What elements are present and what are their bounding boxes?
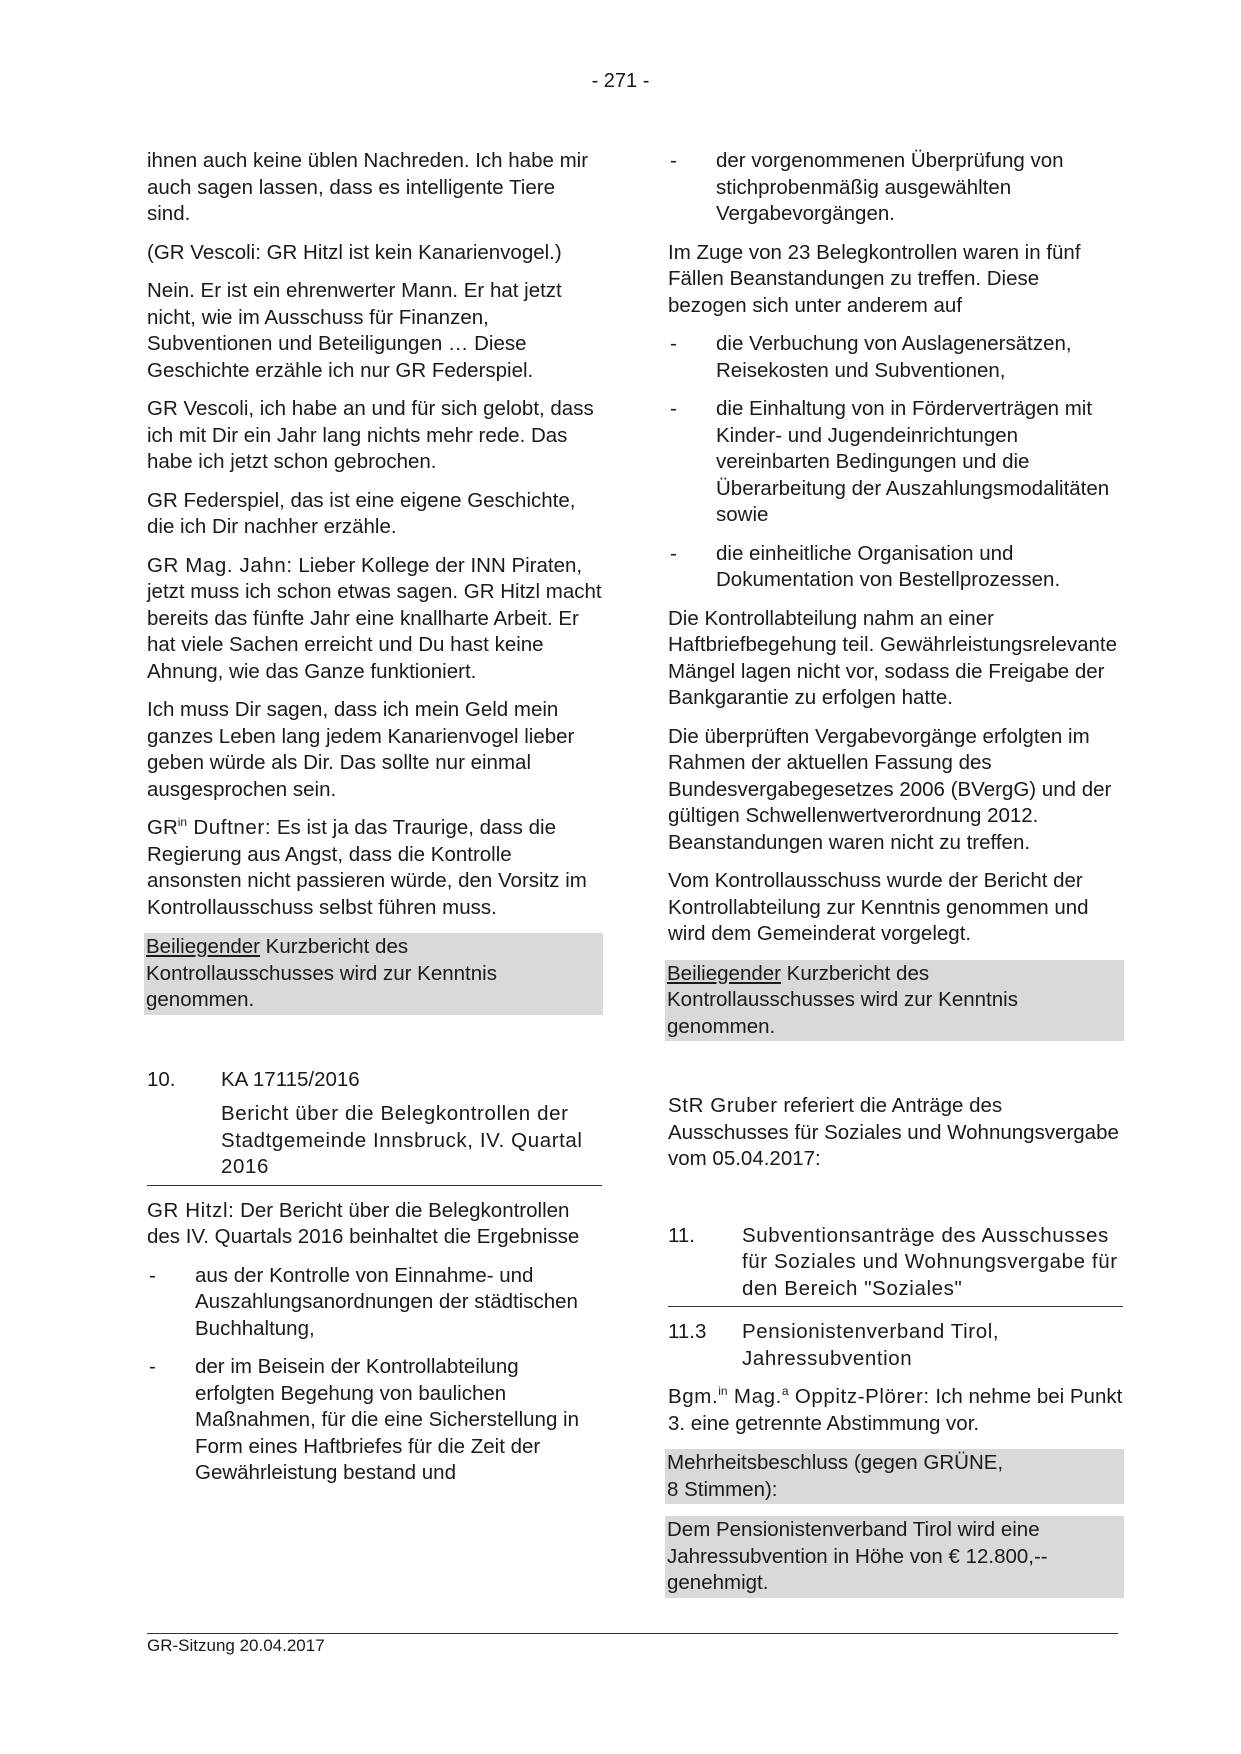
paragraph: GR Vescoli, ich habe an und für sich gelobt, dass ich mit Dir ein Jahr lang nichts mehr rede. Das habe ich jetzt schon gebrochen. bbox=[147, 397, 594, 473]
speaker-title: GR bbox=[147, 816, 178, 839]
resolution-box bbox=[144, 933, 603, 1015]
list-item-text: die Verbuchung von Auslagenersätzen, Reisekosten und Subventionen, bbox=[716, 332, 1072, 382]
paragraph: Vom Kontrollausschuss wurde der Bericht der Kontrollabteilung zur Kenntnis genommen und wird dem Gemeinderat vorgelegt. bbox=[668, 869, 1089, 945]
list-item bbox=[668, 148, 1123, 228]
list-item bbox=[668, 396, 1123, 529]
resolution-text: Kurzbericht des Kontrollausschusses wird zur Kenntnis genommen. bbox=[667, 961, 1018, 1038]
list-item-text: aus der Kontrolle von Einnahme- und Auszahlungsanordnungen der städtischen Buchhaltung, bbox=[195, 1263, 578, 1340]
left-column bbox=[147, 148, 602, 1499]
paragraph: Die überprüften Vergabevorgänge erfolgten im Rahmen der aktuellen Fassung des Bundesvergabegesetzes 2006 (BVergG) und der gültigen Schwellenwertverordnung 2012. Beanstandungen waren nicht zu treffen. bbox=[668, 724, 1112, 854]
paragraph: Im Zuge von 23 Belegkontrollen waren in fünf Fällen Beanstandungen zu treffen. Diese bezogen sich unter anderem auf bbox=[668, 240, 1081, 317]
agenda-item-code: KA 17115/2016 bbox=[221, 1067, 360, 1091]
paragraph: ihnen auch keine üblen Nachreden. Ich habe mir auch sagen lassen, dass es intelligente Tiere sind. bbox=[147, 149, 589, 225]
paragraph: Ich muss Dir sagen, dass ich mein Geld mein ganzes Leben lang jedem Kanarienvogel lieber geben würde als Dir. Das sollte nur einmal ausgesprochen sein. bbox=[147, 698, 575, 801]
agenda-item-10 bbox=[147, 1067, 602, 1186]
footer-divider bbox=[147, 1633, 1118, 1634]
agenda-item-number: 10. bbox=[147, 1067, 176, 1091]
superscript: in bbox=[718, 1384, 728, 1398]
list-dash: - bbox=[670, 541, 677, 565]
list-dash: - bbox=[670, 397, 677, 420]
resolution-text: Kurzbericht des Kontrollausschusses wird zur Kenntnis genommen. bbox=[146, 935, 497, 1011]
underlined-word: Beiliegender bbox=[667, 961, 781, 985]
vote-result-line: 8 Stimmen): bbox=[667, 1477, 778, 1501]
resolution-box bbox=[665, 960, 1124, 1042]
speaker-name: GR Mag. Jahn: bbox=[147, 553, 293, 577]
paragraph bbox=[147, 553, 602, 686]
speaker-name: Oppitz-Plörer: bbox=[788, 1385, 930, 1408]
speech-text: Der Bericht über die Belegkontrollen des IV. Quartals 2016 beinhaltet die Ergebnisse bbox=[147, 1198, 580, 1248]
vote-result-box bbox=[665, 1449, 1124, 1504]
list-item bbox=[668, 541, 1123, 594]
footer-session-date: GR-Sitzung 20.04.2017 bbox=[147, 1636, 325, 1655]
page-number: - 271 - bbox=[591, 70, 650, 92]
speaker-title: Bgm. bbox=[668, 1385, 719, 1408]
paragraph: Nein. Er ist ein ehrenwerter Mann. Er hat jetzt nicht, wie im Ausschuss für Finanzen, Subventionen und Beteiligungen … Diese Geschichte erzähle ich nur GR Federspiel. bbox=[147, 279, 562, 382]
paragraph bbox=[147, 1198, 602, 1251]
speaker-title: Mag. bbox=[727, 1385, 782, 1408]
list-item-text: der vorgenommenen Überprüfung von stichprobenmäßig ausgewählten Vergabevorgängen. bbox=[716, 149, 1064, 225]
paragraph: Die Kontrollabteilung nahm an einer Haftbriefbegehung teil. Gewährleistungsrelevante Mängel lagen nicht vor, sodass die Freigabe der Bankgarantie zu erfolgen hatte. bbox=[668, 606, 1117, 709]
list-item bbox=[668, 331, 1123, 384]
list-dash: - bbox=[149, 1355, 156, 1378]
list-item bbox=[147, 1263, 602, 1343]
speaker-name: StR Gruber bbox=[668, 1094, 778, 1117]
agenda-item-title: Subventionsanträge des Ausschusses für Soziales und Wohnungsvergabe für den Bereich "Soziales" bbox=[742, 1223, 1118, 1300]
paragraph: GR Federspiel, das ist eine eigene Geschichte, die ich Dir nachher erzähle. bbox=[147, 488, 576, 538]
agenda-item-title: Bericht über die Belegkontrollen der Stadtgemeinde Innsbruck, IV. Quartal 2016 bbox=[221, 1102, 583, 1178]
agenda-item-number: 11. bbox=[668, 1223, 695, 1247]
paragraph bbox=[668, 1384, 1123, 1437]
agenda-item-title: Pensionistenverband Tirol, Jahressubvention bbox=[742, 1320, 1000, 1370]
list-dash: - bbox=[149, 1263, 156, 1287]
list-item-text: der im Beisein der Kontrollabteilung erfolgten Begehung von baulichen Maßnahmen, für die eine Sicherstellung in Form eines Haftbriefes für die Zeit der Gewährleistung bestand und bbox=[195, 1355, 580, 1484]
speech-text: Ich nehme bei Punkt 3. eine getrennte Abstimmung vor. bbox=[668, 1385, 1123, 1435]
list-dash: - bbox=[670, 332, 677, 355]
list-item-text: die Einhaltung von in Förderverträgen mit Kinder- und Jugendeinrichtungen vereinbarten Bedingungen und die Überarbeitung der Auszahlungsmodalitäten sowie bbox=[716, 397, 1110, 526]
vote-result-line: Mehrheitsbeschluss (gegen GRÜNE, bbox=[667, 1451, 1004, 1474]
agenda-item-11 bbox=[668, 1223, 1123, 1308]
list-item-text: die einheitliche Organisation und Dokumentation von Bestellprozessen. bbox=[716, 541, 1061, 591]
superscript: a bbox=[781, 1384, 789, 1398]
speech-text: Lieber Kollege der INN Piraten, jetzt muss ich schon etwas sagen. GR Hitzl macht bereits das fünfte Jahr eine knallharte Arbeit. Er hat viele Sachen erreicht und Du hast keine Ahnung, wie das Ganze funktioniert. bbox=[147, 553, 602, 683]
speech-text: referiert die Anträge des Ausschusses für Soziales und Wohnungsvergabe vom 05.04.2017: bbox=[668, 1094, 1119, 1170]
right-column bbox=[668, 148, 1123, 1610]
superscript: in bbox=[177, 815, 188, 829]
agenda-item-11-3 bbox=[668, 1319, 1123, 1372]
paragraph bbox=[668, 1093, 1123, 1173]
resolution-box: Dem Pensionistenverband Tirol wird eine Jahressubvention in Höhe von € 12.800,-- genehmigt. bbox=[665, 1516, 1124, 1598]
agenda-item-number: 11.3 bbox=[668, 1320, 707, 1343]
speaker-name: Duftner: bbox=[187, 816, 272, 839]
speech-text: Es ist ja das Traurige, dass die Regierung aus Angst, dass die Kontrolle ansonsten nicht passieren würde, den Vorsitz im Kontrollausschuss selbst führen muss. bbox=[147, 816, 587, 919]
list-item bbox=[147, 1354, 602, 1487]
speaker-name: GR Hitzl: bbox=[147, 1198, 235, 1222]
list-dash: - bbox=[670, 149, 677, 172]
underlined-word: Beiliegender bbox=[146, 935, 260, 958]
paragraph bbox=[147, 815, 602, 921]
paragraph: (GR Vescoli: GR Hitzl ist kein Kanarienvogel.) bbox=[147, 240, 562, 264]
